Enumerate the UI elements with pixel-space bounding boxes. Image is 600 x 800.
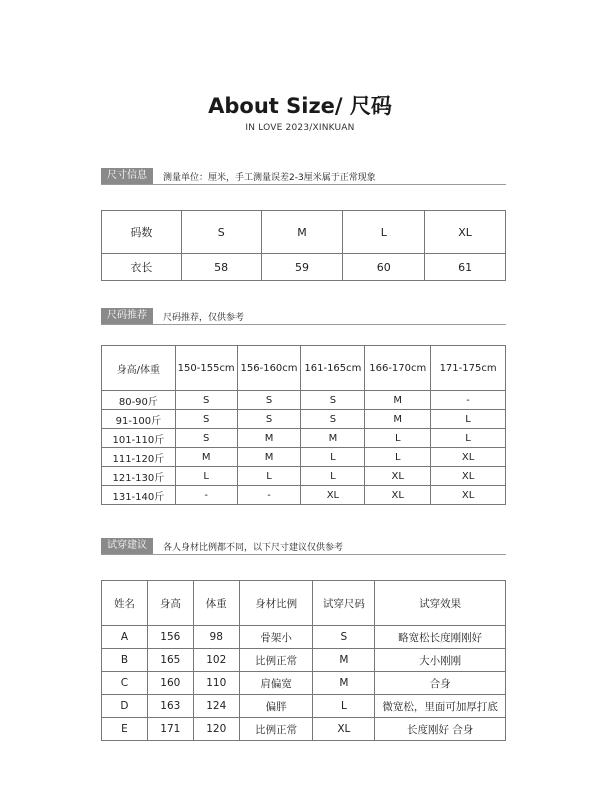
table-row (102, 429, 506, 448)
section-fitting-advice-header (101, 538, 343, 554)
table-cell: L (237, 467, 301, 486)
table-cell: 码数 (102, 211, 182, 254)
table-cell: B (102, 649, 148, 672)
table-cell: 102 (193, 649, 239, 672)
table-cell: M (237, 448, 301, 467)
table-cell: 比例正常 (239, 718, 313, 741)
table-cell: S (237, 410, 301, 429)
table-cell: - (237, 486, 301, 505)
table-cell: S (181, 211, 261, 254)
table-cell: 91-100斤 (102, 410, 176, 429)
table-cell: 163 (147, 695, 193, 718)
table-cell: 165 (147, 649, 193, 672)
table-cell: 略宽松长度刚刚好 (375, 626, 506, 649)
table-cell: 121-130斤 (102, 467, 176, 486)
table-cell: 80-90斤 (102, 391, 176, 410)
table-cell: L (431, 410, 506, 429)
table-cell: S (175, 410, 237, 429)
table-cell: M (175, 448, 237, 467)
table-cell: S (175, 391, 237, 410)
table-cell: 长度刚好 合身 (375, 718, 506, 741)
table-cell: XL (425, 211, 506, 254)
table-header-cell: 171-175cm (431, 346, 506, 391)
table-row (102, 410, 506, 429)
table-header-row (102, 581, 506, 626)
table-header-cell: 试穿效果 (375, 581, 506, 626)
table-row (102, 391, 506, 410)
table-cell: 101-110斤 (102, 429, 176, 448)
table-cell: XL (431, 467, 506, 486)
table-cell: L (343, 211, 425, 254)
table-cell: 肩偏宽 (239, 672, 313, 695)
table-row (102, 448, 506, 467)
section-label: 尺寸信息 (101, 168, 153, 184)
section-note: 测量单位：厘米，手工测量误差2-3厘米属于正常现象 (163, 172, 376, 183)
table-cell: XL (431, 448, 506, 467)
table-row (102, 718, 506, 741)
table-cell: 171 (147, 718, 193, 741)
table-cell: L (365, 429, 431, 448)
table-cell: 衣长 (102, 254, 182, 281)
table-header-cell: 166-170cm (365, 346, 431, 391)
table-cell: M (313, 649, 375, 672)
table-cell: S (301, 391, 365, 410)
fitting-advice-table (101, 580, 506, 741)
section-size-info-header (101, 168, 376, 184)
table-cell: 骨架小 (239, 626, 313, 649)
table-row (102, 672, 506, 695)
page-title: About Size/ 尺码 (208, 94, 392, 118)
table-cell: 110 (193, 672, 239, 695)
table-cell: 59 (261, 254, 343, 281)
table-cell: 微宽松，里面可加厚打底 (375, 695, 506, 718)
section-note: 各人身材比例都不同，以下尺寸建议仅供参考 (163, 542, 344, 553)
table-cell: 偏胖 (239, 695, 313, 718)
table-header-cell: 姓名 (102, 581, 148, 626)
table-cell: M (237, 429, 301, 448)
table-cell: 61 (425, 254, 506, 281)
table-header-cell: 161-165cm (301, 346, 365, 391)
table-cell: M (365, 410, 431, 429)
section-divider (101, 554, 506, 555)
table-cell: M (365, 391, 431, 410)
table-cell: XL (431, 486, 506, 505)
table-cell: S (301, 410, 365, 429)
table-cell: XL (365, 486, 431, 505)
table-cell: E (102, 718, 148, 741)
table-cell: XL (365, 467, 431, 486)
table-header-cell: 身高 (147, 581, 193, 626)
table-header-cell: 试穿尺码 (313, 581, 375, 626)
table-cell: 120 (193, 718, 239, 741)
table-cell: 58 (181, 254, 261, 281)
table-cell: 大小刚刚 (375, 649, 506, 672)
section-label: 试穿建议 (101, 538, 153, 554)
table-cell: L (365, 448, 431, 467)
table-cell: D (102, 695, 148, 718)
section-note: 尺码推荐，仅供参考 (163, 312, 245, 323)
table-cell: XL (301, 486, 365, 505)
table-cell: - (175, 486, 237, 505)
table-cell: L (301, 448, 365, 467)
table-cell: 156 (147, 626, 193, 649)
section-divider (101, 184, 506, 185)
table-cell: M (301, 429, 365, 448)
table-header-row (102, 346, 506, 391)
table-cell: S (237, 391, 301, 410)
table-row (102, 626, 506, 649)
table-header-cell: 身材比例 (239, 581, 313, 626)
table-cell: 比例正常 (239, 649, 313, 672)
table-row (102, 211, 506, 254)
table-header-cell: 身高/体重 (102, 346, 176, 391)
section-label: 尺码推荐 (101, 308, 153, 324)
table-row (102, 486, 506, 505)
table-row (102, 695, 506, 718)
table-cell: L (301, 467, 365, 486)
table-cell: 131-140斤 (102, 486, 176, 505)
table-cell: C (102, 672, 148, 695)
table-row (102, 649, 506, 672)
table-cell: A (102, 626, 148, 649)
table-cell: 160 (147, 672, 193, 695)
section-divider (101, 324, 506, 325)
table-header-cell: 150-155cm (175, 346, 237, 391)
table-cell: S (175, 429, 237, 448)
table-cell: XL (313, 718, 375, 741)
table-cell: L (313, 695, 375, 718)
table-cell: M (261, 211, 343, 254)
size-info-table (101, 210, 506, 281)
table-cell: 98 (193, 626, 239, 649)
table-cell: L (175, 467, 237, 486)
page-subtitle: IN LOVE 2023/XINKUAN (245, 123, 355, 133)
table-cell: 60 (343, 254, 425, 281)
table-cell: - (431, 391, 506, 410)
table-cell: M (313, 672, 375, 695)
table-cell: S (313, 626, 375, 649)
table-cell: 合身 (375, 672, 506, 695)
table-cell: L (431, 429, 506, 448)
table-header-cell: 体重 (193, 581, 239, 626)
table-row (102, 467, 506, 486)
table-cell: 111-120斤 (102, 448, 176, 467)
table-header-cell: 156-160cm (237, 346, 301, 391)
section-size-recommend-header (101, 308, 244, 324)
size-recommend-table (101, 345, 506, 505)
table-row (102, 254, 506, 281)
table-cell: 124 (193, 695, 239, 718)
